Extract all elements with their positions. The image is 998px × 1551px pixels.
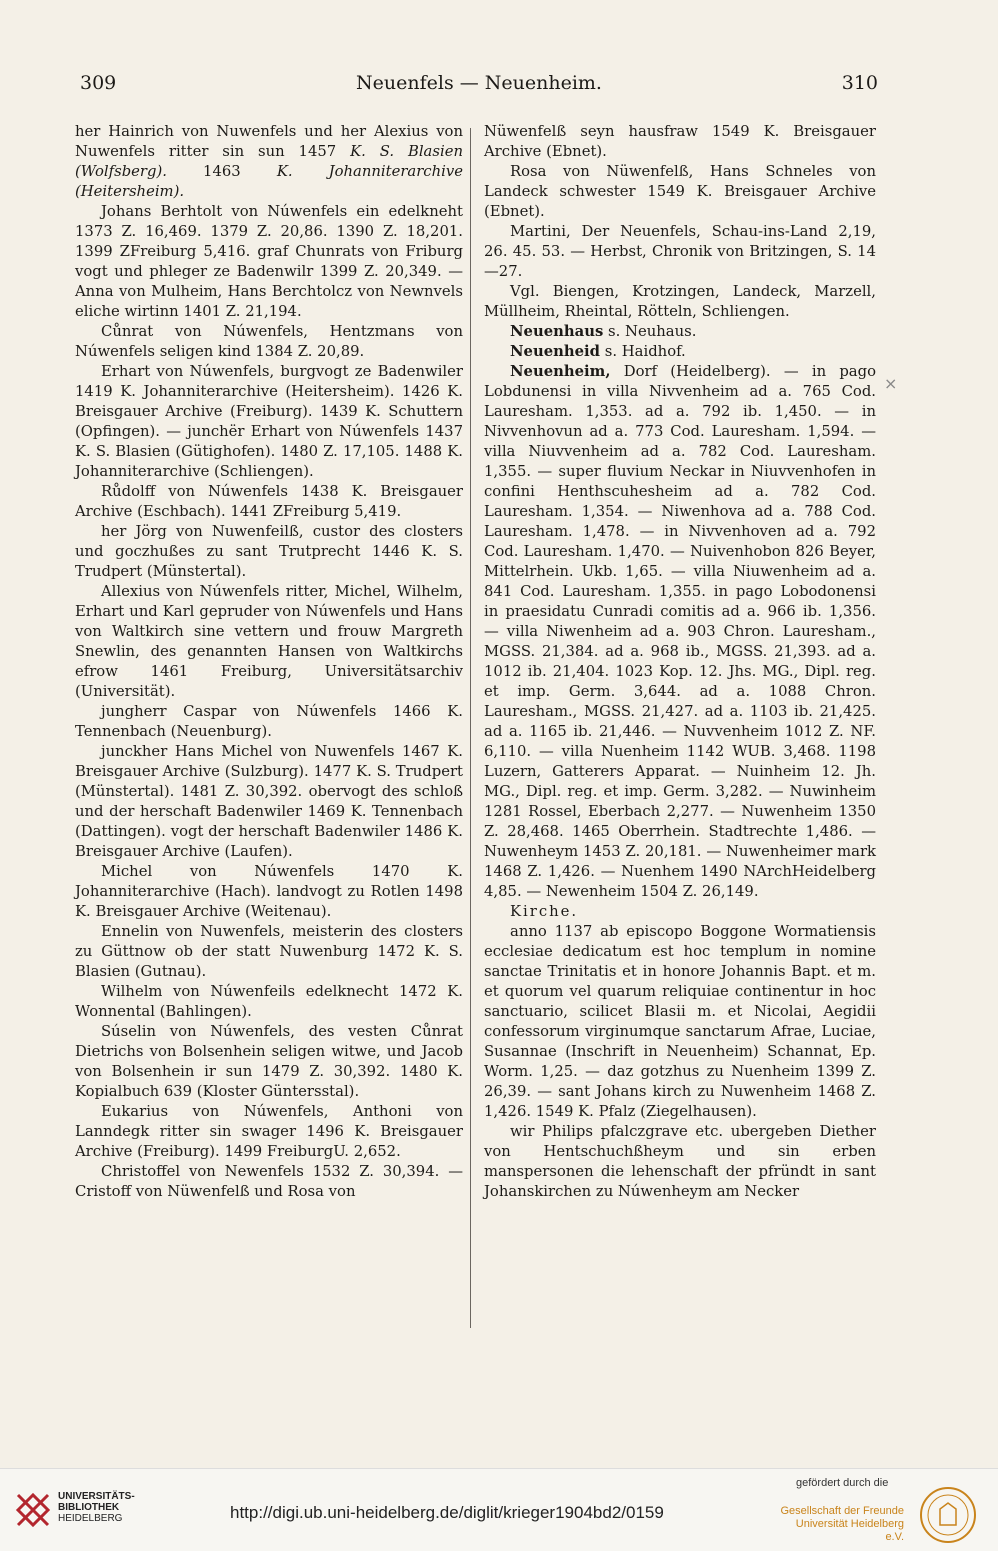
column-divider <box>470 128 471 1328</box>
paragraph: her Hainrich von Nuwenfels und her Alexius von Nuwenfels ritter sin sun 1457 K. S. Blasien (Wolfsberg). 1463 K. Johanniterarchive (Heitersheim). <box>75 123 463 200</box>
paragraph: her Jörg von Nuwenfeilß, custor des closters und goczhußes zu sant Trutprecht 1446 K. S. Trudpert (Münstertal). <box>75 523 463 580</box>
page-number-left: 309 <box>80 72 117 94</box>
footer-bar <box>0 1468 998 1551</box>
paragraph: Súselin von Núwenfels, des vesten Cůnrat Dietrichs von Bolsenhein seligen witwe, und Jacob von Bolsenhein ir sun 1479 Z. 30,392. 1480 K. Kopialbuch 639 (Kloster Güntersstal). <box>75 1023 463 1100</box>
paragraph: wir Philips pfalczgrave etc. ubergeben Diether von Hentschuchßheym und sin erben manspersonen die lehenschaft der pfründt in sant Johanskirchen zu Núwenheym am Necker <box>484 1123 876 1200</box>
entry-neuenheid: Neuenheid s. Haidhof. <box>510 343 686 360</box>
paragraph: Vgl. Biengen, Krotzingen, Landeck, Marzell, Müllheim, Rheintal, Rötteln, Schliengen. <box>484 283 876 320</box>
margin-mark-icon: × <box>884 374 898 393</box>
paragraph: Martini, Der Neuenfels, Schau-ins-Land 2,19, 26. 45. 53. — Herbst, Chronik von Britzingen, S. 14—27. <box>484 223 876 280</box>
paragraph: Cůnrat von Núwenfels, Hentzmans von Núwenfels seligen kind 1384 Z. 20,89. <box>75 323 463 360</box>
page-number-right: 310 <box>841 72 878 94</box>
paragraph: jungherr Caspar von Núwenfels 1466 K. Tennenbach (Neuenburg). <box>75 703 463 740</box>
entry-neuenheim: Neuenheim, Dorf (Heidelberg). — in pago Lobdunensi in villa Nivvenheim ad a. 765 Cod. Lauresham. 1,353. ad a. 792 ib. 1,450. — in Nivvenhovun ad a. 773 Cod. Lauresham. 1,594. — villa Niuvvenheim ad a. 782 Cod. Lauresham. 1,355. — super fluvium Neckar in Niuvvenhofen in confini Henthscuhesheim ad a. 782 Cod. Lauresham. 1,354. — Niwenhova ad a. 788 Cod. Lauresham. 1,478. — in Nivvenhoven ad a. 792 Cod. Lauresham. 1,470. — Nuivenhobon 826 Beyer, Mittelrhein. Ukb. 1,65. — villa Niuwenheim ad a. 841 Cod. Lauresham. 1,355. in pago Lobodonensi in praesidatu Cunradi comitis ad a. 966 ib. 1,356. — villa Niwenheim ad a. 903 Chron. Lauresham., MGSS. 21,384. ad a. 968 ib., MGSS. 21,393. ad a. 1012 ib. 21,404. 1023 Kop. 12. Jhs. MG., Dipl. reg. et imp. Germ. 3,644. ad a. 1088 Chron. Lauresham., MGSS. 21,427. ad a. 1103 ib. 21,425. ad a. 1165 ib. 21,446. — Nuvvenheim 1012 Z. NF. 6,110. — villa Nuenheim 1142 WUB. 3,468. 1198 Luzern, Gatterers Apparat. — Nuinheim 12. Jh. MG., Dipl. reg. et imp. Germ. 3,282. — Nuwinheim 1281 Rossel, Eberbach 2,277. — Nuwenheim 1350 Z. 28,468. 1465 Oberrhein. Stadtrechte 1,486. — Nuwenheym 1453 Z. 20,181. — Nuwenheimer mark 1468 Z. 1,426. — Nuenhem 1490 NArchHeidelberg 4,85. — Newenheim 1504 Z. 26,149. <box>484 363 876 900</box>
left-column <box>75 122 463 1202</box>
paragraph: junckher Hans Michel von Nuwenfels 1467 K. Breisgauer Archive (Sulzburg). 1477 K. S. Trudpert (Münstertal). 1481 Z. 30,392. obervogt des schloß und der herschaft Badenwiler 1469 K. Tennenbach (Dattingen). vogt der herschaft Badenwiler 1486 K. Breisgauer Archive (Laufen). <box>75 743 463 860</box>
university-seal-icon <box>918 1485 978 1545</box>
paragraph: Christoffel von Newenfels 1532 Z. 30,394. — Cristoff von Nüwenfelß und Rosa von <box>75 1163 463 1200</box>
running-title: Neuenfels — Neuenheim. <box>356 72 602 94</box>
paragraph: Ennelin von Nuwenfels, meisterin des closters zu Güttnow ob der statt Nuwenburg 1472 K. S. Blasien (Gutnau). <box>75 923 463 980</box>
sponsor-caption: gefördert durch die <box>796 1477 889 1489</box>
page-header <box>80 72 878 100</box>
paragraph: Michel von Núwenfels 1470 K. Johanniterarchive (Hach). landvogt zu Rotlen 1498 K. Breisgauer Archive (Weitenau). <box>75 863 463 920</box>
sponsor-name: Gesellschaft der Freunde Universität Heidelberg e.V. <box>780 1505 904 1543</box>
paragraph: anno 1137 ab episcopo Boggone Wormatiensis ecclesiae dedicatum est hoc templum in nomine sanctae Trinitatis et in honore Johannis Bapt. et m. et quorum vel quarum reliquiae continentur in hoc sanctuario, scilicet Blasii m. et Nicolai, Aegidii confessorum virginumque sanctarum Afrae, Luciae, Susannae (Inschrift in Neuenheim) Schannat, Ep. Worm. 1,25. — daz gotzhus zu Nuenheim 1399 Z. 26,39. — sant Johans kirch zu Nuwenheim 1468 Z. 1,426. 1549 K. Pfalz (Ziegelhausen). <box>484 923 876 1120</box>
ub-wordmark: UNIVERSITÄTS- BIBLIOTHEK HEIDELBERG <box>58 1491 135 1524</box>
paragraph: Eukarius von Núwenfels, Anthoni von Lanndegk ritter sin swager 1496 K. Breisgauer Archive (Freiburg). 1499 FreiburgU. 2,652. <box>75 1103 463 1160</box>
paragraph: Růdolff von Núwenfels 1438 K. Breisgauer Archive (Eschbach). 1441 ZFreiburg 5,419. <box>75 483 463 520</box>
paragraph: Nüwenfelß seyn hausfraw 1549 K. Breisgauer Archive (Ebnet). <box>484 123 876 160</box>
paragraph: Johans Berhtolt von Núwenfels ein edelkneht 1373 Z. 16,469. 1379 Z. 20,86. 1390 Z. 18,201. 1399 ZFreiburg 5,416. graf Chunrats von Friburg vogt und phleger ze Badenwilr 1399 Z. 20,349. — Anna von Mulheim, Hans Berchtolcz von Newnvels eliche wirtinn 1401 Z. 21,194. <box>75 203 463 320</box>
paragraph: Rosa von Nüwenfelß, Hans Schneles von Landeck schwester 1549 K. Breisgauer Archive (Ebnet). <box>484 163 876 220</box>
section-heading-kirche: Kirche. <box>510 903 579 920</box>
permalink-url[interactable]: http://digi.ub.uni-heidelberg.de/diglit/krieger1904bd2/0159 <box>230 1503 664 1522</box>
paragraph: Allexius von Núwenfels ritter, Michel, Wilhelm, Erhart und Karl gepruder von Núwenfels und Hans von Waltkirch sine vettern und frouw Margreth Snewlin, des genannten Hansen von Waltkirchs efrow 1461 Freiburg, Universitätsarchiv (Universität). <box>75 583 463 700</box>
paragraph: Wilhelm von Núwenfeils edelknecht 1472 K. Wonnental (Bahlingen). <box>75 983 463 1020</box>
right-column <box>484 122 876 1202</box>
paragraph: Erhart von Núwenfels, burgvogt ze Badenwiler 1419 K. Johanniterarchive (Heitersheim). 1426 K. Breisgauer Archive (Freiburg). 1439 K. Schuttern (Opfingen). — junchër Erhart von Núwenfels 1437 K. S. Blasien (Gütighofen). 1480 Z. 17,105. 1488 K. Johanniterarchive (Schliengen). <box>75 363 463 480</box>
entry-neuenhaus: Neuenhaus s. Neuhaus. <box>510 323 697 340</box>
ub-logo-icon <box>14 1491 52 1529</box>
